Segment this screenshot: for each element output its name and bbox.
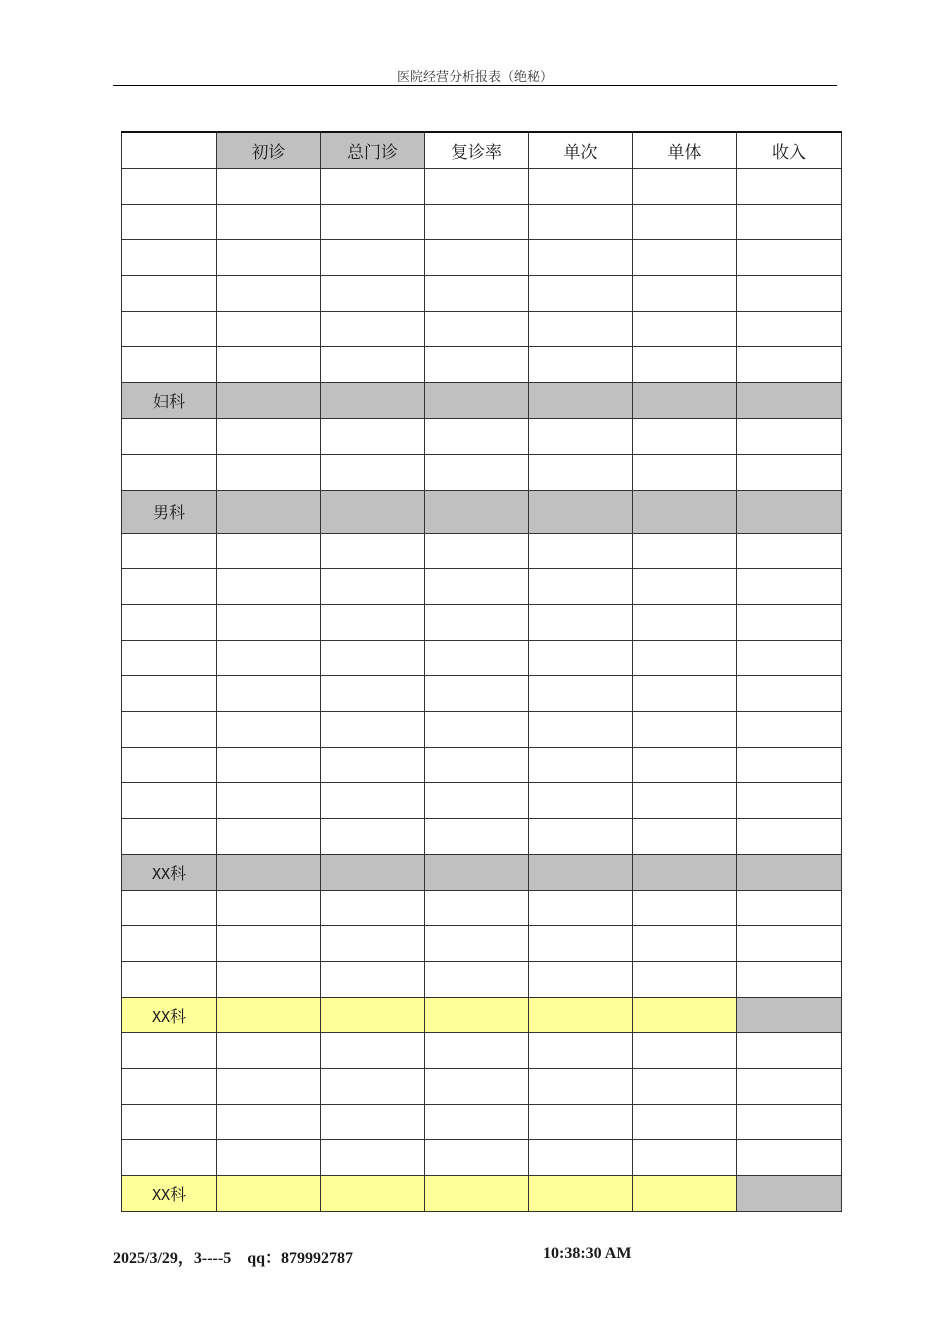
table-row [122,419,842,455]
page-title: 医院经营分析报表（绝秘） [396,70,553,85]
data-cell[interactable] [529,276,633,312]
report-table [121,131,842,1212]
data-cell[interactable] [529,454,633,490]
column-header: 初诊 [217,132,321,169]
data-cell[interactable] [217,204,321,240]
data-cell[interactable] [217,854,321,890]
data-cell[interactable] [737,1176,842,1212]
data-cell[interactable] [633,819,737,855]
data-cell[interactable] [737,711,842,747]
table-row [122,604,842,640]
data-cell[interactable] [633,1176,737,1212]
data-cell[interactable] [529,569,633,605]
department-suffix: 科 [170,1006,187,1026]
data-cell[interactable] [321,926,425,962]
data-cell[interactable] [529,890,633,926]
data-cell[interactable] [425,604,529,640]
data-cell[interactable] [425,926,529,962]
data-cell[interactable] [321,1068,425,1104]
row-label-cell[interactable] [122,1068,217,1104]
data-cell[interactable] [217,533,321,569]
data-cell[interactable] [529,1140,633,1176]
data-cell[interactable] [425,1104,529,1140]
data-cell[interactable] [425,1068,529,1104]
data-cell[interactable] [217,676,321,712]
data-cell[interactable] [425,783,529,819]
data-cell[interactable] [425,890,529,926]
data-cell[interactable] [425,997,529,1033]
table-row [122,926,842,962]
data-cell[interactable] [633,419,737,455]
row-label-cell[interactable] [122,819,217,855]
row-label-cell[interactable] [122,533,217,569]
data-cell[interactable] [737,454,842,490]
data-cell[interactable] [321,490,425,533]
data-cell[interactable] [217,240,321,276]
data-cell[interactable] [529,1176,633,1212]
data-cell[interactable] [217,490,321,533]
table-row [122,533,842,569]
data-cell[interactable] [321,783,425,819]
data-cell[interactable] [737,890,842,926]
data-cell[interactable] [217,1033,321,1069]
data-cell[interactable] [425,1140,529,1176]
data-cell[interactable] [217,640,321,676]
row-label-cell[interactable] [122,997,217,1033]
data-cell[interactable] [217,711,321,747]
data-cell[interactable] [425,819,529,855]
row-label-cell[interactable] [122,311,217,347]
department-suffix: 科 [170,1184,187,1204]
data-cell[interactable] [633,347,737,383]
data-cell[interactable] [321,962,425,998]
data-cell[interactable] [737,240,842,276]
data-cell[interactable] [217,1068,321,1104]
row-label-cell[interactable] [122,640,217,676]
data-cell[interactable] [633,926,737,962]
row-label-cell[interactable] [122,276,217,312]
data-cell[interactable] [529,347,633,383]
data-cell[interactable] [217,604,321,640]
data-cell[interactable] [217,347,321,383]
data-cell[interactable] [633,490,737,533]
table-body [122,132,842,1211]
data-cell[interactable] [425,747,529,783]
data-cell[interactable] [321,347,425,383]
department-section-row [122,490,842,533]
table-row [122,1033,842,1069]
row-label-cell[interactable] [122,926,217,962]
data-cell[interactable] [217,419,321,455]
data-cell[interactable] [321,819,425,855]
data-cell[interactable] [633,204,737,240]
data-cell[interactable] [529,676,633,712]
table-row [122,783,842,819]
data-cell[interactable] [217,997,321,1033]
data-cell[interactable] [217,890,321,926]
data-cell[interactable] [425,240,529,276]
table-header-row [122,132,842,169]
row-label-cell[interactable] [122,569,217,605]
data-cell[interactable] [737,997,842,1033]
data-cell[interactable] [737,490,842,533]
footer-time: 10:38:30 AM [543,1245,632,1262]
data-cell[interactable] [737,747,842,783]
data-cell[interactable] [425,533,529,569]
data-cell[interactable] [217,454,321,490]
data-cell[interactable] [737,169,842,205]
row-label-cell[interactable]: 男科 [122,490,217,533]
department-code: XX [151,1007,171,1026]
data-cell[interactable] [737,347,842,383]
department-subtotal-row [122,1176,842,1212]
data-cell[interactable] [217,1104,321,1140]
data-cell[interactable] [217,383,321,419]
data-cell[interactable] [633,1068,737,1104]
data-cell[interactable] [633,1033,737,1069]
data-cell[interactable] [737,1104,842,1140]
table-row [122,169,842,205]
data-cell[interactable] [425,569,529,605]
data-cell[interactable] [425,962,529,998]
table-row [122,747,842,783]
data-cell[interactable] [529,711,633,747]
data-cell[interactable] [529,854,633,890]
data-cell[interactable] [425,204,529,240]
department-suffix: 科 [170,863,187,883]
data-cell[interactable] [321,1033,425,1069]
data-cell[interactable] [425,454,529,490]
data-cell[interactable] [217,276,321,312]
data-cell[interactable] [321,276,425,312]
department-section-row [122,854,842,890]
data-cell[interactable] [321,419,425,455]
data-cell[interactable] [425,347,529,383]
table-row [122,276,842,312]
data-cell[interactable] [633,276,737,312]
table-row [122,311,842,347]
row-label-cell[interactable] [122,240,217,276]
data-cell[interactable] [633,747,737,783]
row-label-cell[interactable] [122,1140,217,1176]
data-cell[interactable] [737,533,842,569]
data-cell[interactable] [633,962,737,998]
row-label-cell[interactable] [122,454,217,490]
header-corner-cell [122,132,217,169]
row-label-cell[interactable] [122,1033,217,1069]
data-cell[interactable] [737,1140,842,1176]
table-row [122,1140,842,1176]
data-cell[interactable] [633,454,737,490]
row-label-cell[interactable] [122,1104,217,1140]
data-cell[interactable] [529,1104,633,1140]
data-cell[interactable] [321,676,425,712]
data-cell[interactable] [321,854,425,890]
data-cell[interactable] [737,819,842,855]
table-row [122,819,842,855]
column-header: 总门诊 [321,132,425,169]
department-code: XX [151,1185,171,1204]
column-header: 收入 [737,132,842,169]
row-label-cell[interactable] [122,1176,217,1212]
data-cell[interactable] [217,962,321,998]
row-label-cell[interactable] [122,711,217,747]
data-cell[interactable] [529,311,633,347]
data-cell[interactable] [217,819,321,855]
data-cell[interactable] [321,204,425,240]
data-cell[interactable] [217,1140,321,1176]
data-cell[interactable] [321,1140,425,1176]
data-cell[interactable] [737,854,842,890]
data-cell[interactable] [425,640,529,676]
data-cell[interactable] [321,747,425,783]
data-cell[interactable] [529,1068,633,1104]
header-divider [113,85,837,86]
table-row [122,711,842,747]
data-cell[interactable] [633,533,737,569]
data-cell[interactable] [737,1068,842,1104]
row-label-cell[interactable] [122,747,217,783]
department-code: XX [151,864,171,883]
data-cell[interactable] [321,1104,425,1140]
footer-date-contact: 2025/3/29，3----5 qq：879992787 [113,1250,354,1267]
data-cell[interactable] [633,169,737,205]
data-cell[interactable] [633,311,737,347]
row-label-cell[interactable] [122,783,217,819]
data-cell[interactable] [217,311,321,347]
department-section-row [122,383,842,419]
data-cell[interactable] [529,926,633,962]
data-cell[interactable] [217,783,321,819]
data-cell[interactable] [217,569,321,605]
table-row [122,1104,842,1140]
table-row [122,890,842,926]
data-cell[interactable] [321,454,425,490]
data-cell[interactable] [529,383,633,419]
data-cell[interactable] [217,926,321,962]
data-cell[interactable] [633,240,737,276]
data-cell[interactable] [529,819,633,855]
table-row [122,1068,842,1104]
data-cell[interactable] [425,711,529,747]
data-cell[interactable] [425,490,529,533]
data-cell[interactable] [425,276,529,312]
row-label-cell[interactable] [122,890,217,926]
data-cell[interactable] [529,240,633,276]
data-cell[interactable] [321,640,425,676]
data-cell[interactable] [633,711,737,747]
table-row [122,676,842,712]
data-cell[interactable] [737,419,842,455]
data-cell[interactable] [737,383,842,419]
data-cell[interactable] [321,240,425,276]
data-cell[interactable] [425,419,529,455]
data-cell[interactable] [633,604,737,640]
data-cell[interactable] [529,419,633,455]
data-cell[interactable] [425,676,529,712]
data-cell[interactable] [321,383,425,419]
row-label-cell[interactable] [122,419,217,455]
data-cell[interactable] [321,569,425,605]
data-cell[interactable] [529,533,633,569]
table-row [122,962,842,998]
data-cell[interactable] [633,854,737,890]
data-cell[interactable] [529,604,633,640]
data-cell[interactable] [529,169,633,205]
data-cell[interactable] [321,311,425,347]
data-cell[interactable] [321,169,425,205]
data-cell[interactable] [425,169,529,205]
data-cell[interactable] [633,890,737,926]
data-cell[interactable] [217,1176,321,1212]
table-row [122,640,842,676]
data-cell[interactable] [321,711,425,747]
row-label-cell[interactable] [122,962,217,998]
data-cell[interactable] [737,569,842,605]
data-cell[interactable] [529,490,633,533]
data-cell[interactable] [529,204,633,240]
row-label-cell[interactable] [122,347,217,383]
data-cell[interactable] [217,169,321,205]
table-row [122,347,842,383]
data-cell[interactable] [321,890,425,926]
data-cell[interactable] [529,1033,633,1069]
department-subtotal-row [122,997,842,1033]
row-label-cell[interactable] [122,604,217,640]
data-cell[interactable] [425,854,529,890]
data-cell[interactable] [529,747,633,783]
data-cell[interactable] [737,676,842,712]
data-cell[interactable] [633,640,737,676]
table-row [122,454,842,490]
table-row [122,240,842,276]
data-cell[interactable] [321,533,425,569]
data-cell[interactable] [633,783,737,819]
row-label-cell[interactable] [122,169,217,205]
data-cell[interactable] [737,276,842,312]
data-cell[interactable] [321,604,425,640]
data-cell[interactable] [737,604,842,640]
data-cell[interactable] [529,962,633,998]
data-cell[interactable] [425,311,529,347]
data-cell[interactable] [737,783,842,819]
data-cell[interactable] [633,1104,737,1140]
data-cell[interactable] [217,747,321,783]
data-cell[interactable] [529,783,633,819]
row-label-cell[interactable] [122,676,217,712]
data-cell[interactable] [321,997,425,1033]
column-header: 单次 [529,132,633,169]
data-cell[interactable] [321,1176,425,1212]
row-label-cell[interactable]: 妇科 [122,383,217,419]
data-cell[interactable] [737,926,842,962]
data-cell[interactable] [633,383,737,419]
data-cell[interactable] [425,383,529,419]
row-label-cell[interactable] [122,854,217,890]
column-header: 单体 [633,132,737,169]
row-label-cell[interactable] [122,204,217,240]
data-cell[interactable] [633,997,737,1033]
data-cell[interactable] [633,569,737,605]
table-row [122,569,842,605]
data-cell[interactable] [737,1033,842,1069]
data-cell[interactable] [633,676,737,712]
data-cell[interactable] [425,1033,529,1069]
data-cell[interactable] [425,1176,529,1212]
data-cell[interactable] [737,640,842,676]
data-cell[interactable] [529,640,633,676]
table-row [122,204,842,240]
column-header: 复诊率 [425,132,529,169]
data-cell[interactable] [737,962,842,998]
data-cell[interactable] [633,1140,737,1176]
data-cell[interactable] [529,997,633,1033]
data-cell[interactable] [737,311,842,347]
data-cell[interactable] [737,204,842,240]
